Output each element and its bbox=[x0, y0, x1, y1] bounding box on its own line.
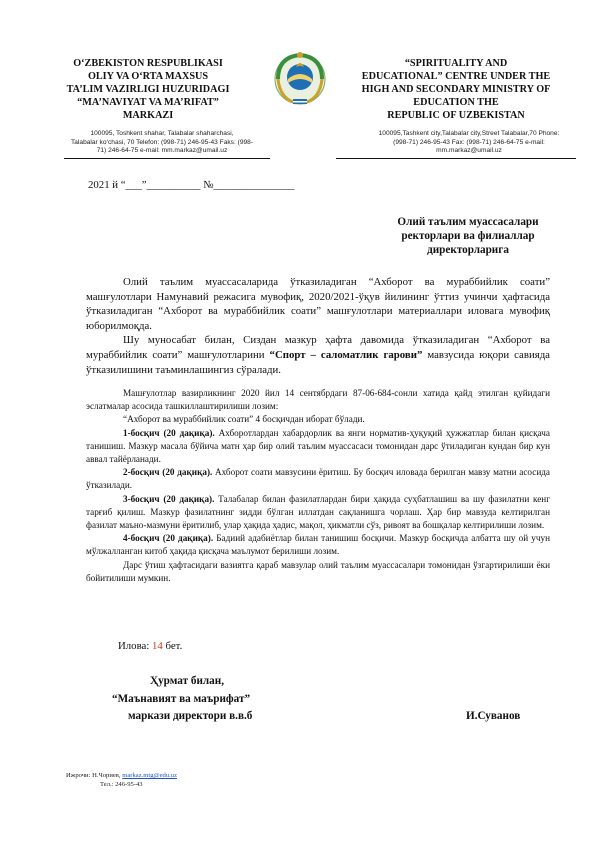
header-left-line: TA’LIM VAZIRLIGI HUZURIDAGI bbox=[66, 84, 230, 95]
paragraph-2 bbox=[86, 333, 550, 377]
header-left-line: MARKAZI bbox=[122, 110, 174, 121]
paragraph-1: Олий таълим муассасаларида ўтказиладиган “Ахборот ва мураббийлик соати” машғулотлари Намунавий режасига мувофиқ, 2020/2021-ўқув йилининг ўттиз учинчи ҳафтасида ўтказиладиган “Ахборот ва мураббийлик соати” машғулотлари материаллари иловага мувофиқ юборилмоқда. bbox=[86, 276, 550, 332]
letter-body bbox=[86, 275, 550, 377]
attachment-pages: 14 bbox=[152, 640, 163, 652]
instructions bbox=[86, 387, 550, 585]
header-right-line: EDUCATIONAL” CENTRE UNDER THE bbox=[361, 71, 551, 82]
header-right-address bbox=[362, 130, 576, 156]
header-left-address bbox=[62, 130, 262, 156]
step-label: 1-босқич (20 дақиқа). bbox=[123, 427, 215, 438]
emblem-icon bbox=[272, 49, 328, 107]
attachment-note bbox=[118, 640, 182, 652]
header-divider bbox=[64, 158, 270, 159]
step-text: Талабалар билан фазилатлардан бири ҳақида суҳбатлашиш ва шу фазилатни кенг тарғиб қилиш. Мазкур фазилатнинг зидди бўлган иллатдан сақланишга чорлаш. Ҳар бир мавзуда келтирилган фазилат маъно-мазмуни ёритилиб, улар ҳақида ҳадис, мақол, ҳикматли сўз, ривоят ва бошқалар келтирилиши лозим. bbox=[86, 493, 550, 531]
header-left-title bbox=[62, 57, 234, 122]
header-divider bbox=[336, 158, 576, 159]
executor-label: Ижрочи: Н.Чориев, bbox=[66, 772, 123, 779]
step-label: 4-босқич (20 дақиқа). bbox=[123, 533, 214, 544]
paragraph-2-text: мавзусида юқори савияда ўтказилишини таъминлашингиз сўралади. bbox=[86, 348, 550, 376]
attachment-unit: бет. bbox=[162, 640, 183, 652]
signer-org: “Маънавият ва маърифат” bbox=[112, 693, 251, 705]
step-3 bbox=[86, 493, 550, 533]
header-left-line: “MA’NAVIYAT VA MA’RIFAT” bbox=[77, 97, 219, 108]
addressee-line: ректорлари ва филиаллар bbox=[401, 230, 535, 242]
addressee-line: директорларига bbox=[427, 244, 509, 256]
reference-line: 2021 й “___”__________ №_______________ bbox=[88, 179, 295, 191]
executor-info bbox=[66, 771, 177, 789]
paragraph-2-text: Шу муносабат билан, Сиздан мазкур ҳафта давомида ўтказиладиган “Ахборот ва мураббийлик соати” машғулотларини bbox=[86, 334, 550, 361]
step-4 bbox=[86, 532, 550, 558]
address-line: mm.markaz@umail.uz bbox=[436, 147, 502, 154]
header-left-line: OLIY VA O‘RTA MAXSUS bbox=[87, 71, 209, 82]
address-line: (998-71) 246-95-43 Fax: (998-71) 246-64-75 e-mail: bbox=[393, 138, 545, 146]
signer-position: маркази директори в.в.б bbox=[128, 710, 253, 722]
step-label: 2-босқич (20 дақиқа). bbox=[123, 467, 213, 478]
header-right-title bbox=[340, 57, 572, 122]
header-right-line: “SPIRITUALITY AND bbox=[404, 58, 508, 69]
instruction-note: Дарс ўтиш ҳафтасидаги вазиятга қараб мавзулар олий таълим муассасалари томонидан ўзгартирилиши ёки бойитилиши мумкин. bbox=[86, 559, 550, 583]
header-right-line: HIGH AND SECONDARY MINISTRY OF bbox=[361, 84, 551, 95]
step-text: Ахборот соати мавзусини ёритиш. Бу босқич иловада берилган мавзу матни асосида ўтказилади. bbox=[86, 467, 550, 491]
signer-name: И.Суванов bbox=[466, 710, 521, 722]
header-right-line: EDUCATION THE bbox=[413, 97, 499, 108]
executor-email-link[interactable]: markaz.mtg@edu.uz bbox=[122, 772, 178, 779]
instruction-intro: Машғулотлар вазирликнинг 2020 йил 14 сентябрдаги 87-06-684-сонли хатида қайд этилган қуйидаги эслатмалар асосида ташкиллаштирилиши лозим: bbox=[86, 388, 550, 412]
address-line: 100095, Toshkent shahar, Talabalar shaharchasi, bbox=[90, 130, 234, 137]
addressee bbox=[360, 215, 576, 257]
instruction-stages: “Ахборот ва мураббийлик соати” 4 босқичдан иборат бўлади. bbox=[123, 414, 365, 425]
step-text: Бадиий адабиётлар билан танишиш босқичи. Мазкур босқичда албатта шу ой учун мўлжалланган китоб ҳақида қисқача маълумот берилиши лозим. bbox=[86, 533, 550, 557]
header-right-line: REPUBLIC OF UZBEKISTAN bbox=[387, 110, 525, 121]
address-line: 100095,Tashkent city,Talabalar city,Street Talabalar,70 Phone: bbox=[378, 130, 560, 137]
step-label: 3-босқич (20 дақиқа). bbox=[123, 493, 215, 504]
step-1 bbox=[86, 427, 550, 467]
header-left-line: O‘ZBEKISTON RESPUBLIKASI bbox=[73, 58, 223, 69]
address-line: Talabalar ko‘chasi, 70 Telefon: (998-71) 246-95-43 Faks: (998- bbox=[70, 138, 254, 146]
addressee-line: Олий таълим муассасалари bbox=[397, 216, 539, 228]
step-2 bbox=[86, 466, 550, 492]
closing-salutation: Ҳурмат билан, bbox=[150, 675, 225, 687]
step-text: Ахборотлардан хабардорлик ва янги норматив-ҳуқуқий ҳужжатлар билан қисқача танишиш. Мазкур масала бўйича матн ҳар бир олий таълим муассасаси томонидан дарс ўтиладиган кундан бир кун аввал тайёрланади. bbox=[86, 427, 550, 465]
attachment-label: Илова: bbox=[118, 640, 153, 652]
address-line: 71) 246-64-75 e-mail: mm.markaz@umail.uz bbox=[96, 147, 228, 154]
topic-title: “Спорт – саломатлик гарови” bbox=[269, 348, 423, 361]
executor-line bbox=[66, 771, 177, 780]
executor-phone: Тел.: 246-95-43 bbox=[100, 781, 143, 788]
